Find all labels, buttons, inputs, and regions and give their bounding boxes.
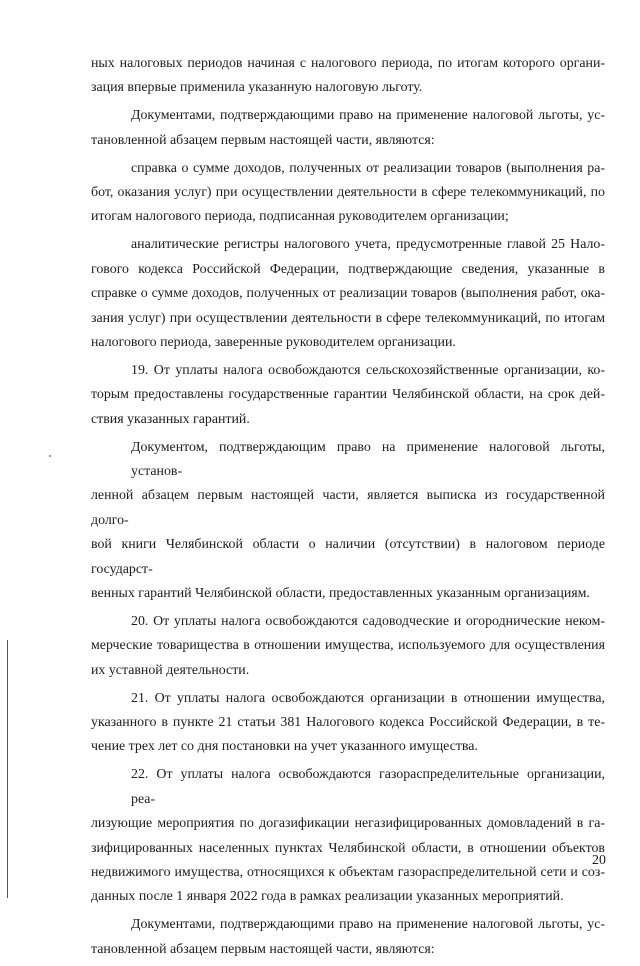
text-line: ленной абзацем первым настоящей части, является выписка из государственной долго- [91,488,605,528]
paragraph [91,763,605,909]
paragraph [91,913,605,962]
text-line: указанного в пункте 21 статьи 381 Налогового кодекса Российской Федерации, в те- [91,715,605,731]
text-line: зифицированных населенных пунктах Челябинской области, в отношении объектов [91,840,605,856]
text-line: гового кодекса Российской Федерации, подтверждающие сведения, указанные в [91,261,605,277]
text-line: справке о сумме доходов, полученных от реализации товаров (выполнения работ, ока- [91,286,605,302]
text-line: лизующие мероприятия по догазификации негазифицированных домовладений в га- [91,816,605,832]
text-line: 19. От уплаты налога освобождаются сельскохозяйственные организации, ко- [131,362,605,378]
paragraph [91,610,605,683]
text-line: налогового периода, заверенные руководителем организации. [91,334,456,350]
page-number: 20 [592,853,606,868]
paragraph [91,359,605,432]
text-line: Документами, подтверждающими право на применение налоговой льготы, ус- [131,108,605,124]
text-line: данных после 1 января 2022 года в рамках реализации указанных мероприятий. [91,889,564,905]
document-body [91,52,605,966]
text-line: ных налоговых периодов начиная с налогового периода, по итогам которого органи- [91,56,605,71]
scan-speck [49,455,51,457]
text-line: бот, оказания услуг) при осуществлении деятельности в сфере телекоммуникаций, по [91,185,605,201]
text-line: их уставной деятельности. [91,662,250,678]
text-line: ствия указанных гарантий. [91,411,250,427]
text-line: тановленной абзацем первым настоящей части, являются: [91,941,435,957]
text-line: тановленной абзацем первым настоящей части, являются: [91,132,435,148]
paragraph [91,157,605,230]
paragraph [91,104,605,153]
text-line: аналитические регистры налогового учета, предусмотренные главой 25 Нало- [131,237,605,253]
paragraph [91,687,605,760]
text-line: итогам налогового периода, подписанная руководителем организации; [91,209,509,225]
text-line: 20. От уплаты налога освобождаются садоводческие и огороднические неком- [131,613,605,629]
text-line: Документом, подтверждающим право на применение налоговой льготы, установ- [131,439,605,479]
text-line: зания услуг) при осуществлении деятельности в сфере телекоммуникаций, по итогам [91,310,605,326]
text-line: Документами, подтверждающими право на применение налоговой льготы, ус- [131,917,605,933]
text-line: торым предоставлены государственные гарантии Челябинской области, на срок дей- [91,387,605,403]
paragraph [91,233,605,355]
text-line: справка о сумме доходов, полученных от реализации товаров (выполнения ра- [131,160,605,176]
text-line: чение трех лет со дня постановки на учет указанного имущества. [91,739,478,755]
text-line: вой книги Челябинской области о наличии (отсутствии) в налоговом периоде государст- [91,537,605,577]
text-line: мерческие товарищества в отношении имущества, используемого для осуществления [91,638,605,654]
paragraph [91,436,605,607]
text-line: 21. От уплаты налога освобождаются организации в отношении имущества, [131,690,605,706]
scan-margin-line [7,640,8,898]
paragraph [91,52,605,101]
text-line: недвижимого имущества, относящихся к объектам газораспределительной сети и соз- [91,865,605,880]
text-line: зация впервые применила указанную налоговую льготу. [91,80,423,96]
text-line: венных гарантий Челябинской области, предоставленных указанным организациям. [91,586,590,602]
text-line: 22. От уплаты налога освобождаются газораспределительные организации, реа- [131,767,605,807]
